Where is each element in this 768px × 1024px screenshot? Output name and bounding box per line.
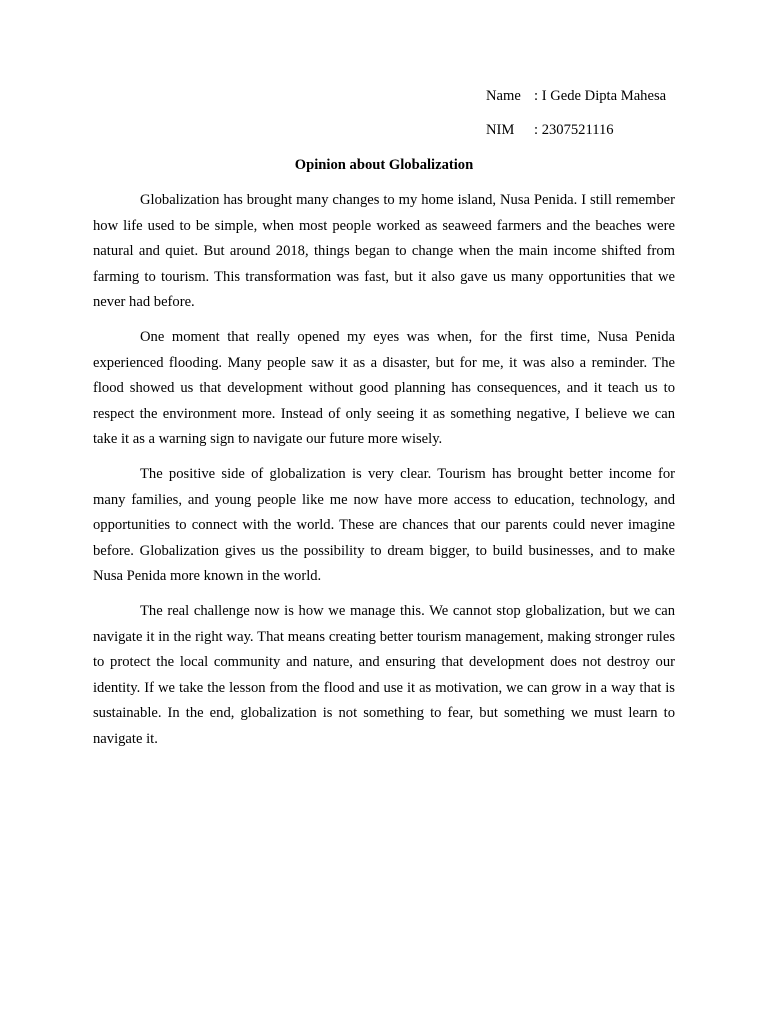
- paragraph: One moment that really opened my eyes was when, for the first time, Nusa Penida experienced flooding. Many people saw it as a disaster, but for me, it was also a reminder. The flood showed us that development without good planning has consequences, and it teach us to respect the environment more. Instead of only seeing it as something negative, I believe we can take it as a warning sign to navigate our future more wisely.: [93, 328, 675, 448]
- name-label: Name: [486, 88, 521, 104]
- nim-row: [486, 118, 686, 143]
- nim-label: NIM: [486, 122, 515, 138]
- document-title: Opinion about Globalization: [294, 157, 474, 173]
- name-value: : I Gede Dipta Mahesa: [534, 88, 667, 104]
- paragraph: The positive side of globalization is very clear. Tourism has brought better income for many families, and young people like me now have more access to education, technology, and opportunities to connect with the world. These are chances that our parents could never imagine before. Globalization gives us the possibility to dream bigger, to build businesses, and to make Nusa Penida more known in the world.: [93, 465, 675, 585]
- paragraph: Globalization has brought many changes to my home island, Nusa Penida. I still remember how life used to be simple, when most people worked as seaweed farmers and the beaches were natural and quiet. But around 2018, things began to change when the main income shifted from farming to tourism. This transformation was fast, but it also gave us many opportunities that we never had before.: [93, 192, 675, 311]
- paragraph: The real challenge now is how we manage this. We cannot stop globalization, but we can navigate it in the right way. That means creating better tourism management, making stronger rules to protect the local community and nature, and ensuring that development does not destroy our identity. If we take the lesson from the flood and use it as motivation, we can grow in a way that is sustainable. In the end, globalization is not something to fear, but something we must learn to navigate it.: [93, 602, 675, 747]
- nim-value: : 2307521116: [534, 122, 614, 138]
- name-row: [486, 84, 686, 109]
- student-info: [486, 84, 686, 143]
- document-body: [93, 188, 675, 761]
